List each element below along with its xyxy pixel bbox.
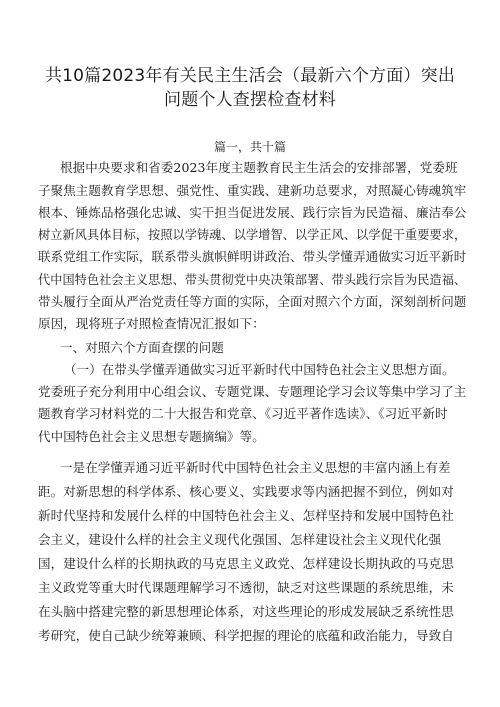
body-line: 根据中央要求和省委2023年度主题教育民主生活会的安排部署，党委班 xyxy=(60,160,458,175)
section-heading: 篇一，共十篇 xyxy=(213,140,286,154)
body-line: 主义政党等重大时代课题理解学习不透彻，缺乏对这些课题的系统思维，未 xyxy=(38,580,454,595)
body-line: 根本、锤炼品格强化忠诚、实干担当促进发展、践行宗旨为民造福、廉洁奉公 xyxy=(38,205,467,220)
body-line: 一是在学懂弄通习近平新时代中国特色社会主义思想的丰富内涵上有差 xyxy=(60,460,451,475)
document-title-line-1: 共10篇2023年有关民主生活会（最新六个方面）突出 xyxy=(44,66,456,86)
body-line: 新时代坚持和发展什么样的中国特色社会主义、怎样坚持和发展中国特色社 xyxy=(38,508,454,523)
body-line: 距。对新思想的科学体系、核心要义、实践要求等内涵把握不到位，例如对 xyxy=(38,484,454,499)
body-line: 联系党组工作实际，联系带头旗帜鲜明讲政治、带头学懂弄通做实习近平新时 xyxy=(38,249,467,264)
body-line: 代中国特色社会主义思想专题摘编》等。 xyxy=(38,429,265,444)
body-line: 带头履行全面从严治党责任等方面的实际，全面对照六个方面，深刻剖析问题 xyxy=(38,294,467,309)
body-line: 树立新风具体目标，按照以学铸魂、以学增智、以学正风、以学促干重要要求， xyxy=(38,227,467,242)
section-subheading: 一、对照六个方面查摆的问题 xyxy=(60,340,224,355)
body-line: 题教育学习材料党的二十大报告和党章、《习近平著作选读》、《习近平新时 xyxy=(38,406,448,421)
document-title-line-2: 问题个人查摆检查材料 xyxy=(164,90,336,110)
body-line: 子聚焦主题教育学思想、强党性、重实践、建新功总要求，对照凝心铸魂筑牢 xyxy=(38,183,467,198)
body-line: 考研究，使自己缺少统筹兼顾、科学把握的理论的底蕴和政治能力，导致自 xyxy=(38,628,454,643)
body-line: 党委班子充分利用中心组会议、专题党课、专题理论学习会议等集中学习了主 xyxy=(38,384,467,399)
body-line: 国，建设什么样的长期执政的马克思主义政党、怎样建设长期执政的马克思 xyxy=(38,556,454,571)
body-line: 代中国特色社会主义思想、带头贯彻党中央决策部署、带头践行宗旨为民造福、 xyxy=(38,272,467,287)
body-line: 原因，现将班子对照检查情况汇报如下： xyxy=(38,316,265,331)
body-line: 在头脑中搭建完整的新思想理论体系，对这些理论的形成发展缺乏系统性思 xyxy=(38,604,454,619)
subsection-heading: （一）在带头学懂弄通做实习近平新时代中国特色社会主义思想方面。 xyxy=(64,362,455,377)
body-line: 会主义，建设什么样的社会主义现代化强国、怎样建设社会主义现代化强 xyxy=(38,532,442,547)
